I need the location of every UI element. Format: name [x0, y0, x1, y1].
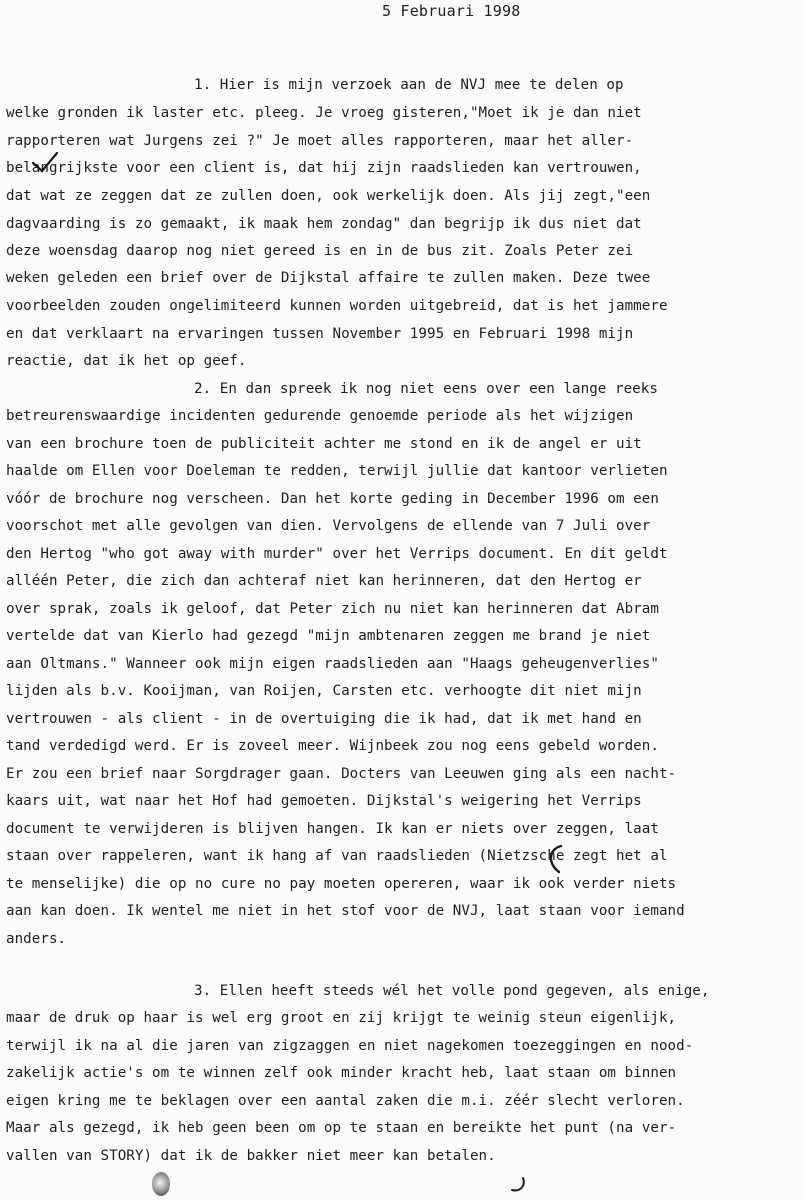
text-line: 2. En dan spreek ik nog niet eens over een lange reeks	[194, 381, 658, 397]
text-line: lijden als b.v. Kooijman, van Roijen, Carsten etc. verhoogte dit niet mijn	[6, 683, 642, 699]
text-line: zakelijk actie's om te winnen zelf ook minder kracht heb, laat staan om binnen	[6, 1065, 677, 1081]
text-line: aan kan doen. Ik wentel me niet in het stof voor de NVJ, laat staan voor iemand	[6, 903, 685, 919]
text-line: dat wat ze zeggen dat ze zullen doen, ook werkelijk doen. Als jij zegt,"een	[6, 188, 651, 204]
text-line: document te verwijderen is blijven hangen. Ik kan er niets over zeggen, laat	[6, 821, 659, 837]
text-line: vertelde dat van Kierlo had gezegd "mijn ambtenaren zeggen me brand je niet	[6, 628, 651, 644]
text-line: anders.	[6, 931, 67, 947]
text-line: terwijl ik na al die jaren van zigzaggen en niet nagekomen toezeggingen en nood-	[6, 1038, 694, 1054]
handwritten-stroke-mark	[508, 1176, 530, 1196]
punch-hole-mark	[152, 1172, 170, 1196]
text-line: vóór de brochure nog verscheen. Dan het korte geding in December 1996 om een	[6, 491, 659, 507]
text-line: belangrijkste voor een client is, dat hij zijn raadslieden kan vertrouwen,	[6, 160, 642, 176]
text-line: haalde om Ellen voor Doeleman te redden, terwijl jullie dat kantoor verlieten	[6, 463, 668, 479]
text-line: welke gronden ik laster etc. pleeg. Je vroeg gisteren,"Moet ik je dan niet	[6, 105, 642, 121]
text-line: dagvaarding is zo gemaakt, ik maak hem zondag" dan begrijp ik dus niet dat	[6, 216, 642, 232]
letter-date: 5 Februari 1998	[382, 2, 521, 20]
text-line: eigen kring me te beklagen over een aantal zaken die m.i. zéér slecht verloren.	[6, 1093, 685, 1109]
text-line: deze woensdag daarop nog niet gereed is en in de bus zit. Zoals Peter zei	[6, 243, 634, 259]
text-line: reactie, dat ik het op geef.	[6, 353, 247, 369]
text-line: 3. Ellen heeft steeds wél het volle pond gegeven, als enige,	[194, 983, 710, 999]
text-line: betreurenswaardige incidenten gedurende genoemde periode als het wijzigen	[6, 408, 634, 424]
text-line: vertrouwen - als client - in de overtuiging die ik had, dat ik met hand en	[6, 711, 642, 727]
text-line: voorbeelden zouden ongelimiteerd kunnen worden uitgebreid, dat is het jammere	[6, 298, 668, 314]
text-line: over sprak, zoals ik geloof, dat Peter zich nu niet kan herinneren dat Abram	[6, 601, 659, 617]
text-line: staan over rappeleren, want ik hang af van raadslieden (Nietzsche zegt het al	[6, 848, 668, 864]
text-line: den Hertog "who got away with murder" over het Verrips document. En dit geldt	[6, 546, 668, 562]
text-line: en dat verklaart na ervaringen tussen November 1995 en Februari 1998 mijn	[6, 326, 634, 342]
text-line: 1. Hier is mijn verzoek aan de NVJ mee te delen op	[194, 77, 624, 93]
text-line: weken geleden een brief over de Dijkstal affaire te zullen maken. Deze twee	[6, 270, 651, 286]
text-line: voorschot met alle gevolgen van dien. Vervolgens de ellende van 7 Juli over	[6, 518, 651, 534]
text-line: Er zou een brief naar Sorgdrager gaan. Docters van Leeuwen ging als een nacht-	[6, 766, 677, 782]
text-line: vallen van STORY) dat ik de bakker niet meer kan betalen.	[6, 1148, 496, 1164]
text-line: aan Oltmans." Wanneer ook mijn eigen raadslieden aan "Haags geheugenverlies"	[6, 656, 659, 672]
text-line: kaars uit, wat naar het Hof had gemoeten. Dijkstal's weigering het Verrips	[6, 793, 642, 809]
text-line: maar de druk op haar is wel erg groot en zij krijgt te weinig steun eigenlijk,	[6, 1010, 677, 1026]
text-line: Maar als gezegd, ik heb geen been om op te staan en bereikte het punt (na ver-	[6, 1120, 677, 1136]
text-line: alléén Peter, die zich dan achteraf niet kan herinneren, dat den Hertog er	[6, 573, 642, 589]
text-line: rapporteren wat Jurgens zei ?" Je moet alles rapporteren, maar het aller-	[6, 133, 634, 149]
text-line: van een brochure toen de publiciteit achter me stond en ik de angel er uit	[6, 436, 642, 452]
text-line: tand verdedigd werd. Er is zoveel meer. Wijnbeek zou nog eens gebeld worden.	[6, 738, 659, 754]
text-line: te menselijke) die op no cure no pay moeten opereren, waar ik ook verder niets	[6, 876, 677, 892]
